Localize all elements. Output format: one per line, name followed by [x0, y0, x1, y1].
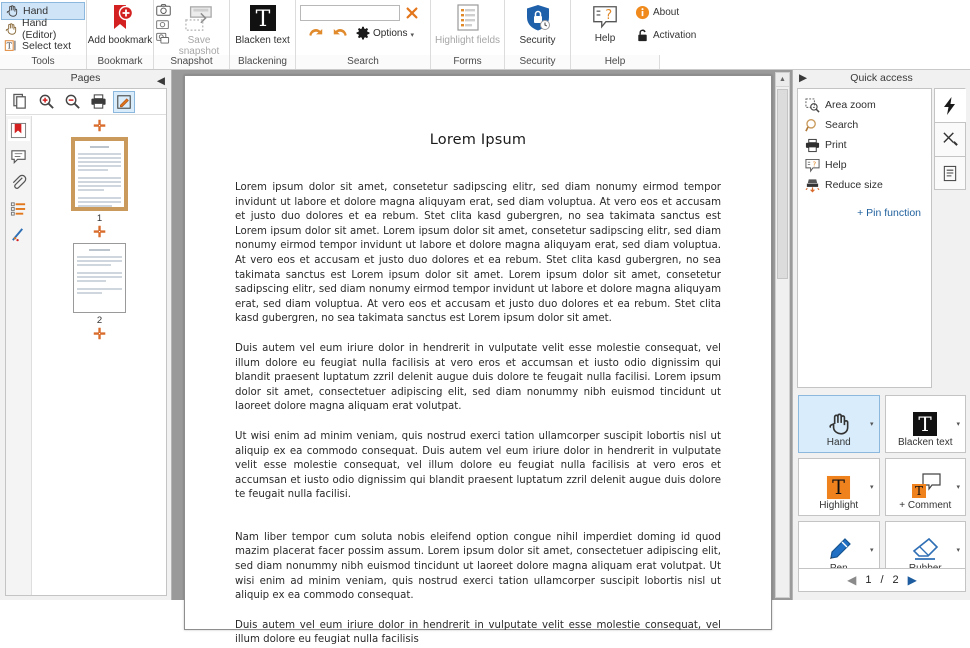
- group-label-forms: Forms: [431, 55, 505, 69]
- chevron-down-icon[interactable]: ▾: [956, 484, 960, 491]
- document-content: [185, 76, 771, 648]
- tool-button-highlight[interactable]: [798, 458, 880, 516]
- thumbnail-preview: [77, 247, 122, 309]
- page-thumbnail-1[interactable]: [71, 137, 128, 211]
- add-bookmark-button[interactable]: [87, 0, 153, 55]
- add-page-before-1[interactable]: ✛: [93, 118, 106, 135]
- save-snapshot-button[interactable]: [171, 2, 227, 57]
- signature-tab-icon[interactable]: [8, 223, 30, 245]
- hand-editor-icon: [4, 22, 18, 36]
- ribbon-toolbar: [0, 0, 970, 70]
- about-button[interactable]: [633, 4, 696, 21]
- svg-text:T: T: [6, 41, 12, 51]
- annotation-tool-grid: [798, 395, 966, 579]
- activation-lock-icon: [635, 28, 650, 43]
- scrollbar-thumb[interactable]: [777, 89, 788, 279]
- bookmark-add-icon: [106, 3, 134, 33]
- chevron-down-icon[interactable]: ▾: [869, 484, 874, 491]
- tool-hand-label: Hand: [23, 5, 49, 17]
- ribbon-group-help: [571, 0, 970, 55]
- document-vertical-scrollbar[interactable]: [775, 72, 790, 598]
- ribbon-group-labels: [0, 55, 970, 69]
- current-page-number[interactable]: 1: [865, 574, 872, 586]
- add-bookmark-label: Add bookmark: [87, 35, 153, 46]
- svg-text:T: T: [832, 475, 846, 499]
- chevron-down-icon: ▾: [410, 32, 414, 39]
- document-title: Lorem Ipsum: [429, 132, 527, 148]
- blacken-text-icon: [912, 411, 938, 437]
- pages-panel-body: [5, 88, 167, 596]
- highlight-fields-icon: [454, 3, 482, 33]
- add-page-after-2[interactable]: ✛: [93, 326, 106, 343]
- ribbon-group-forms: [431, 0, 505, 55]
- group-label-snapshot: Snapshot: [154, 55, 230, 69]
- pen-icon: [825, 536, 853, 564]
- page-thumbnail-1-number: 1: [96, 213, 103, 224]
- page-thumbnail-list: [33, 116, 166, 595]
- add-page-after-1[interactable]: ✛: [93, 224, 106, 241]
- quick-item-label: Help: [825, 159, 847, 171]
- quick-item-area-zoom[interactable]: [802, 95, 927, 115]
- tool-select-text-label: Select text: [22, 39, 72, 52]
- comment-icon: [908, 473, 942, 501]
- tool-button-label: Blacken text: [898, 437, 953, 448]
- blacken-text-icon: [248, 3, 278, 33]
- about-info-icon: [635, 5, 650, 20]
- tool-button-blacken-text[interactable]: [885, 395, 967, 453]
- group-label-bookmark: Bookmark: [87, 55, 154, 69]
- pages-panel-title-bar: [0, 70, 171, 86]
- ribbon-group-tools: [0, 0, 87, 55]
- pages-panel-title: Pages: [70, 72, 101, 84]
- document-paragraph: Duis autem vel eum iriure dolor in hendrerit in vulputate velit esse molestie consequat, vel illum dolore eu feugiat nulla facilisis at vero eros et accumsan et iusto odio dignissim qui blandit praesent luptatum zzril delenit augue duis dolore te feugait nulla facilisi. Lorem ipsum dolor sit amet, consectetuer adipiscing elit, sed diam nonummy nibh euismod tincidunt ut laoreet dolore magna aliquam erat volutpat.: [235, 342, 721, 413]
- edit-page-icon[interactable]: [113, 91, 135, 113]
- blacken-text-button[interactable]: [230, 0, 295, 55]
- ribbon-groups: [0, 0, 970, 55]
- ribbon-group-security: [505, 0, 571, 55]
- tool-button-hand[interactable]: [798, 395, 880, 453]
- help-button[interactable]: [577, 0, 633, 55]
- group-label-help: Help: [571, 55, 660, 69]
- rubber-icon: [910, 537, 940, 563]
- help-label: Help: [594, 33, 616, 44]
- reduce-size-icon: [805, 178, 820, 193]
- svg-text:?: ?: [605, 7, 613, 23]
- right-side-tabs: [934, 88, 966, 190]
- quick-item-label: Print: [825, 139, 847, 151]
- previous-page-button[interactable]: ◀: [847, 573, 857, 587]
- total-page-count: 2: [892, 574, 899, 586]
- camera-small-icon[interactable]: [156, 18, 171, 30]
- tool-button-label: + Comment: [899, 500, 952, 511]
- tools-list: [0, 0, 85, 54]
- quick-item-search[interactable]: [802, 115, 927, 135]
- page-thumbnail-2-number: 2: [96, 315, 103, 326]
- search-options-label: Options: [373, 27, 408, 39]
- print-icon[interactable]: [87, 91, 109, 113]
- document-page[interactable]: [184, 75, 772, 646]
- save-snapshot-icon: [182, 5, 216, 33]
- ribbon-group-search: [296, 0, 431, 55]
- ribbon-group-bookmark: [87, 0, 154, 55]
- search-options-button[interactable]: [356, 26, 414, 40]
- chevron-down-icon[interactable]: ▾: [956, 421, 960, 428]
- document-paragraph: Ut wisi enim ad minim veniam, quis nostrud exerci tation ullamcorper suscipit lobortis nisl ut aliquip ex ea commodo consequat. Duis autem vel eum iriure dolor in hendrerit in vulputate velit esse molestie consequat, vel illum dolore eu feugiat nulla facilisis at vero eros et accumsan et iusto odio dignissim qui blandit praesent luptatum zzril delenit augue duis dolore te feugait nulla facilisi.: [235, 430, 721, 501]
- zoom-in-icon[interactable]: [35, 91, 57, 113]
- tool-button-comment[interactable]: [885, 458, 967, 516]
- quick-item-label: Area zoom: [825, 99, 876, 111]
- quick-access-tab-icon[interactable]: [934, 88, 966, 122]
- quick-item-label: Search: [825, 119, 859, 131]
- area-zoom-icon: [805, 98, 820, 113]
- quick-item-reduce-size[interactable]: [802, 175, 927, 195]
- quick-access-panel: [792, 70, 970, 600]
- highlight-fields-label: Highlight fields: [434, 35, 501, 46]
- quick-access-title-bar: [793, 70, 970, 86]
- bookmarks-tab-icon[interactable]: [8, 119, 30, 141]
- search-prev-icon[interactable]: [308, 27, 324, 40]
- pin-function-label: Pin function: [866, 207, 921, 219]
- pages-panel: [0, 70, 172, 600]
- svg-text:T: T: [918, 412, 932, 436]
- security-shield-icon: [523, 3, 553, 33]
- pages-toolbar: [6, 89, 166, 115]
- help-icon: [805, 158, 820, 173]
- select-text-icon: [4, 39, 18, 53]
- svg-text:T: T: [255, 7, 270, 32]
- page-thumbnail-2[interactable]: [73, 243, 126, 313]
- quick-item-label: Reduce size: [825, 179, 883, 191]
- document-paragraph: Lorem ipsum dolor sit amet, consetetur sadipscing elitr, sed diam nonumy eirmod tempor invidunt ut labore et dolore magna aliquyam erat, sed diam voluptua. At vero eos et accusam et justo duo dolores et ea rebum. Stet clita kasd gubergren, no sea takimata sanctus est Lorem ipsum dolor sit amet. Lorem ipsum dolor sit amet, consetetur sadipscing elitr, sed diam nonumy eirmod tempor invidunt ut labore et dolore magna aliquyam erat, sed diam voluptua. At vero eos et accusam et justo duo dolores et ea rebum. Stet clita kasd gubergren, no sea takimata sanctus est Lorem ipsum dolor sit amet. Lorem ipsum dolor sit amet, consetetur sadipscing elitr, sed diam nonumy eirmod tempor invidunt ut labore et dolore magna aliquyam erat, sed diam voluptua. At vero eos et accusam et justo duo dolores et ea rebum. Stet clita kasd gubergren, no sea takimata sanctus est Lorem ipsum dolor sit amet.: [235, 182, 721, 325]
- document-paragraph: Nam liber tempor cum soluta nobis eleifend option congue nihil imperdiet doming id quod mazim placerat facer possim assum. Lorem ipsum dolor sit amet, consectetuer adipiscing elit, sed diam nonummy nibh euismod tincidunt ut laoreet dolore magna aliquam erat volutpat. Ut wisi enim ad minim veniam, quis nostrud exerci tation ullamcorper suscipit lobortis nisl ut aliquip ex ea commodo consequat.: [235, 531, 721, 602]
- tools-tab-icon[interactable]: [934, 122, 966, 156]
- search-icon: [805, 118, 820, 133]
- group-label-security: Security: [505, 55, 571, 69]
- fields-tab-icon[interactable]: [8, 197, 30, 219]
- group-label-filler: [660, 55, 970, 69]
- pin-function-button[interactable]: [802, 207, 927, 219]
- scroll-up-icon[interactable]: ▲: [776, 73, 789, 87]
- snapshot-copy-icon[interactable]: [156, 31, 171, 44]
- ribbon-group-snapshot: [154, 0, 230, 55]
- tool-button-label: Highlight: [819, 500, 859, 511]
- comments-tab-icon[interactable]: [8, 145, 30, 167]
- help-icon: [591, 3, 619, 31]
- thumbnail-preview: [78, 144, 121, 204]
- blacken-text-label: Blacken text: [235, 35, 290, 46]
- svg-text:?: ?: [812, 158, 817, 168]
- chevron-down-icon[interactable]: ▾: [869, 421, 874, 428]
- search-input[interactable]: [300, 5, 400, 21]
- quick-access-title: Quick access: [850, 72, 913, 84]
- save-snapshot-label: Save snapshot: [178, 35, 220, 57]
- next-page-button[interactable]: ▶: [907, 573, 917, 587]
- security-button[interactable]: [505, 0, 570, 55]
- group-label-blackening: Blackening: [230, 55, 296, 69]
- document-paragraph: Duis autem vel eum iriure dolor in hendrerit in vulputate velit esse molestie consequat, vel illum dolore eu feugiat nulla facilisis: [235, 619, 721, 646]
- collapse-left-panel-icon[interactable]: ◀: [156, 75, 165, 87]
- zoom-out-icon[interactable]: [61, 91, 83, 113]
- highlight-icon: [826, 475, 851, 500]
- pages-vertical-tabs: [6, 116, 32, 595]
- search-next-icon[interactable]: [332, 27, 348, 40]
- quick-item-help[interactable]: [802, 155, 927, 175]
- quick-access-list: [797, 88, 932, 388]
- activation-label: Activation: [653, 30, 697, 41]
- tool-hand-editor-label: Hand (Editor): [22, 16, 57, 41]
- group-label-search: Search: [296, 55, 431, 69]
- svg-text:T: T: [915, 484, 924, 498]
- pages-view-icon[interactable]: [9, 91, 31, 113]
- expand-right-panel-icon[interactable]: ▶: [799, 72, 808, 84]
- clear-search-icon[interactable]: [405, 6, 419, 20]
- print-icon: [805, 138, 820, 153]
- group-label-tools: Tools: [0, 55, 87, 69]
- options-gear-icon: [356, 26, 370, 40]
- quick-item-print[interactable]: [802, 135, 927, 155]
- pin-plus-icon: +: [857, 207, 864, 219]
- chevron-down-icon[interactable]: ▾: [956, 547, 960, 554]
- properties-tab-icon[interactable]: [934, 156, 966, 190]
- highlight-fields-button[interactable]: [431, 0, 504, 55]
- document-viewport[interactable]: [172, 70, 792, 646]
- page-navigation: [798, 568, 966, 592]
- page-separator: /: [880, 574, 884, 586]
- hand-icon: [5, 4, 19, 18]
- tool-button-label: Hand: [826, 437, 851, 448]
- activation-button[interactable]: [633, 27, 696, 44]
- ribbon-group-blackening: [230, 0, 296, 55]
- camera-icon[interactable]: [156, 3, 171, 17]
- security-label: Security: [519, 35, 556, 46]
- chevron-down-icon[interactable]: ▾: [869, 547, 874, 554]
- attachments-tab-icon[interactable]: [8, 171, 30, 193]
- about-label: About: [653, 7, 680, 18]
- hand-icon: [826, 411, 852, 437]
- tool-hand-editor[interactable]: [1, 16, 85, 41]
